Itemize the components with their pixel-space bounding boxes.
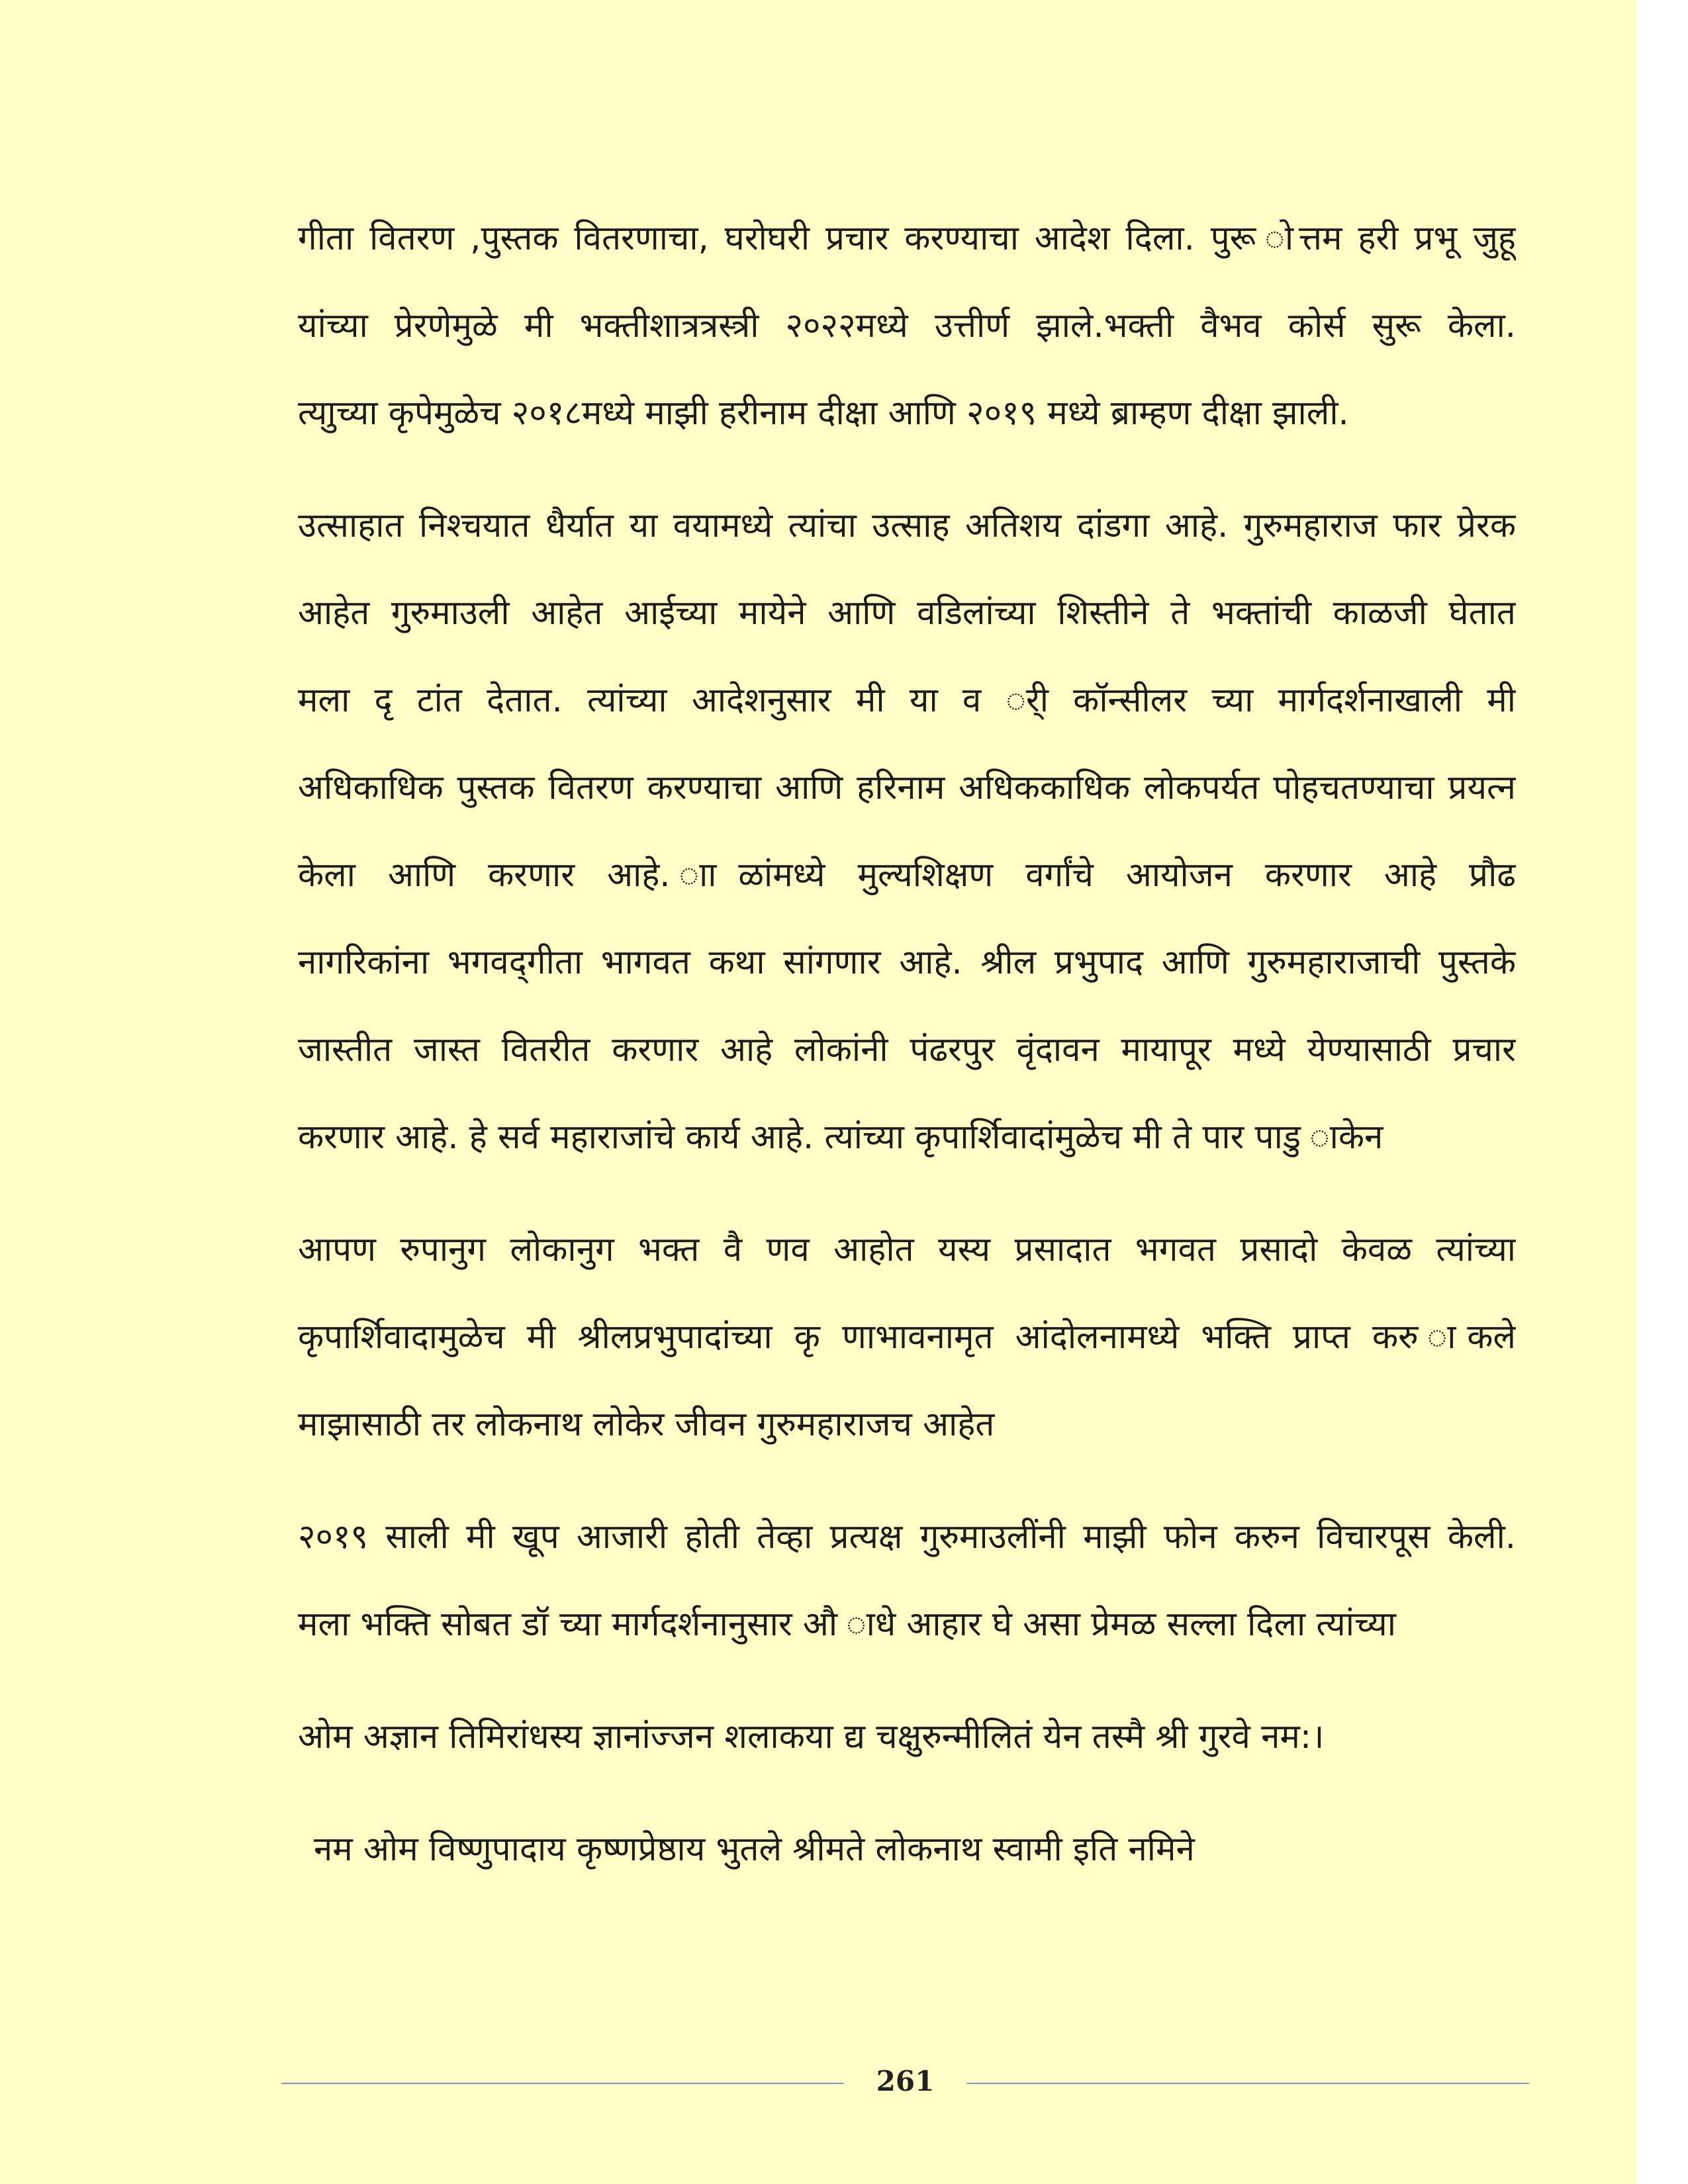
text-line: उत्साहात निश्चयात धैर्यात या वयामध्ये त्यांचा उत्साह अतिशय दांडगा आहे. गुरुमहाराज फार प्रेरक: [298, 506, 1516, 545]
text-line: केला आणि करणार आहे. ााळांमध्ये मुल्यशिक्षण वर्गांचे आयोजन करणार आहे प्रौढ: [298, 856, 1516, 895]
text-line: यांच्या प्रेरणेमुळे मी भक्तीशात्रत्रस्त्री २०२२मध्ये उत्तीर्ण झाले.भक्ती वैभव कोर्स सुरू केला.: [298, 306, 1516, 345]
text-line: गीता वितरण ,पुस्तक वितरणाचा, घरोघरी प्रचार करण्याचा आदेश दिला. पुरू ोत्तम हरी प्रभू जुहू: [298, 219, 1516, 258]
text-line: त्याुच्या कृपेमुळेच २०१८मध्ये माझी हरीनाम दीक्षा आणि २०१९ मध्ये ब्राम्हण दीक्षा झाली.: [298, 394, 1349, 433]
text-line: जास्तीत जास्त वितरीत करणार आहे लोकांनी पंढरपुर वृंदावन मायापूर मध्ये येण्यासाठी प्रचार: [298, 1030, 1516, 1069]
paragraph-5: [298, 1694, 1516, 1781]
text-line: नागरिकांना भगवद्‌गीता भागवत कथा सांगणार आहे. श्रील प्रभुपाद आणि गुरुमहाराजाची पुस्तके: [298, 943, 1516, 982]
text-line: माझासाठी तर लोकनाथ लोकेर जीवन गुरुमहाराजच आहेत: [298, 1405, 995, 1444]
text-line: अधिकाधिक पुस्तक वितरण करण्याचा आणि हरिनाम अधिककाधिक लोकपर्यत पोहचतण्याचा प्रयत्न: [298, 768, 1516, 807]
page-number: 261: [876, 2065, 935, 2097]
mantra-line: ओम अज्ञान तिमिरांधस्य ज्ञानांज्जन शलाकया द्य चक्षुरुन्मीलितं येन तस्मै श्री गुरवे नम:।: [298, 1717, 1325, 1756]
text-line: मला भक्ति सोबत डॉ च्या मार्गदर्शनानुसार औ ाधे आहार घे असा प्रेमळ सल्ला दिला त्यांच्या: [298, 1605, 1396, 1644]
paragraph-6: [298, 1806, 1516, 1893]
text-line: कृपार्शिवादामुळेच मी श्रीलप्रभुपादांच्या कृ णाभावनामृत आंदोलनामध्ये भक्ति प्राप्त करु ाकले: [298, 1318, 1516, 1357]
page-footer: [281, 2062, 1529, 2101]
paragraph-2: [298, 482, 1516, 1181]
paragraph-4: [298, 1494, 1516, 1668]
page-content: [298, 195, 1516, 1919]
footer-rule-left: [281, 2083, 844, 2084]
text-line: आपण रुपानुग लोकानुग भक्त वै णव आहोत यस्य प्रसादात भगवत प्रसादो केवळ त्यांच्या: [298, 1230, 1516, 1269]
paragraph-1: [298, 195, 1516, 457]
text-line: करणार आहे. हे सर्व महाराजांचे कार्य आहे. त्यांच्या कृपार्शिवादांमुळेच मी ते पार पाडु ाकेन: [298, 1118, 1383, 1157]
text-line: मला दृ टांत देतात. त्यांच्या आदेशनुसार मी या व र्ी कॉन्सीलर च्या मार्गदर्शनाखाली मी: [298, 681, 1516, 720]
mantra-line: नम ओम विष्णुपादाय कृष्णप्रेष्ठाय भुतले श्रीमते लोकनाथ स्वामी इति नमिने: [314, 1830, 1195, 1869]
text-line: आहेत गुरुमाउली आहेत आईच्या मायेने आणि वडिलांच्या शिस्तीने ते भक्तांची काळजी घेतात: [298, 594, 1516, 633]
page-right-margin: [1636, 0, 1688, 2184]
paragraph-3: [298, 1206, 1516, 1469]
text-line: २०१९ साली मी खूप आजारी होती तेव्हा प्रत्यक्ष गुरुमाउलींनी माझी फोन करुन विचारपूस केली.: [298, 1518, 1516, 1557]
footer-rule-right: [966, 2083, 1529, 2084]
